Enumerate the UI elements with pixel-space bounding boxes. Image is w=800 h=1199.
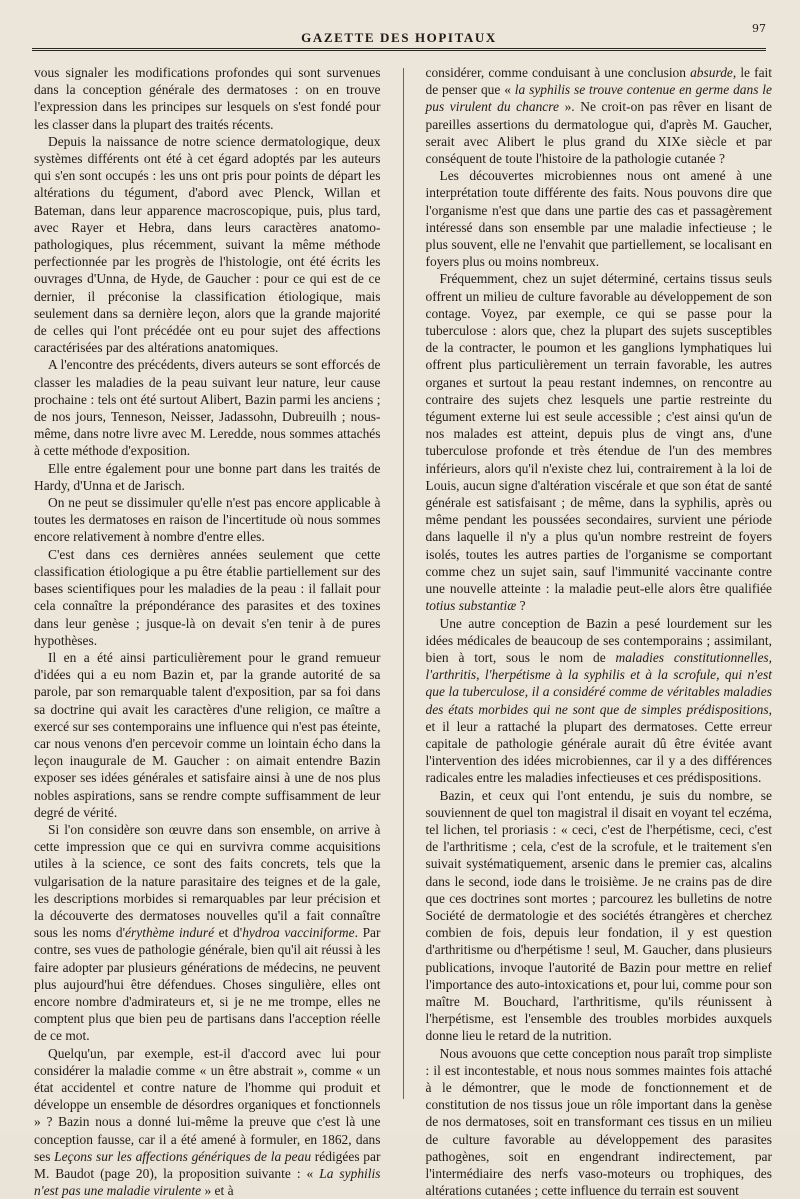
paragraph — [426, 64, 773, 167]
text-run: » et à — [201, 1183, 234, 1199]
italic-term: totius substantiæ — [425, 598, 517, 614]
italic-term: maladies constitutionnelles, l'arthritis, l'herpétisme à la syphilis et à la scrofule, qui n'est que la tuberculose, il a considéré comme de véritables maladies des états morbides qui ne sont que de simples prédispositions — [425, 649, 772, 717]
paragraph — [426, 270, 773, 614]
text-run: ? — [516, 598, 526, 614]
journal-title: GAZETTE DES HOPITAUX — [301, 30, 497, 45]
italic-quote: La syphilis n'est pas une maladie virulente — [34, 1166, 381, 1199]
header-rule — [32, 48, 766, 51]
page-number: 97 — [752, 22, 766, 35]
text-run: ». Ne croit-on pas rêver en lisant de pareilles assertions du dermatologue qui, d'après M. Gaucher, serait avec Alibert le plus grand du XIXe siècle et par conséquent de toute l'histoire de la pathologie cutanée ? — [425, 99, 772, 167]
paragraph — [34, 1045, 381, 1199]
paragraph — [426, 615, 773, 787]
italic-term: érythème induré — [125, 925, 215, 941]
right-column — [425, 64, 773, 1199]
text-run: considérer, comme conduisant à une conclusion — [425, 65, 691, 80]
italic-title: Leçons sur les affections génériques de la peau — [54, 1148, 312, 1164]
text-run: Quelqu'un, par exemple, est-il d'accord avec lui pour considérer la maladie comme « un être abstrait », comme « un état accidentel et contre nature de l'homme qui produit et développe un ensemble de désordres organiques et fonctionnels » ? Bazin nous a donné lui-même la preuve que c'est là une conception fausse, car il a été amené à formuler, en 1862, dans ses — [34, 1045, 381, 1164]
paragraph: Bazin, et ceux qui l'ont entendu, je suis du nombre, se souviennent de quel ton magistral il disait en voyant tel eczéma, tel lichen, tel proriasis : « ceci, c'est de l'herpétisme, ceci, c'est de l'arthritisme ; cela, c'est de la scrofule, et le traitement s'en suivait systématiquement, arsenic dans le premier cas, alcalins dans le second, iode dans le troisième. Je ne crains pas de dire que ces doctrines sont mortes ; parcourez les bulletins de notre Société de dermatologie et des sociétés étrangères et cherchez combien de fois, depuis leur fondation, il y est question d'arthritisme ou d'herpétisme ! seul, M. Gaucher, dans plusieurs publications, invoque l'autorité de Bazin pour mettre en relief l'importance des auto-intoxications et, pour lui, comme pour son maître M. Bouchard, l'arthritisme, qu'ils réunissent à l'herpétisme, est l'ensemble des troubles morbides auxquels donne lieu le retard de la nutrition. — [425, 787, 772, 1044]
paragraph — [34, 821, 381, 1045]
paragraph: Depuis la naissance de notre science dermatologique, deux systèmes différents ont été à cet égard adoptés par les auteurs qui s'en sont occupés : les uns ont pris pour points de départ les altérations du tégument, d'abord avec Plenck, Willan et Bateman, dans leur apparence macroscopique, puis, plus tard, avec Rayer et Hebra, dans leurs caractères anatomo-pathologiques, plus récemment, suivant la même méthode perfectionnée par les progrès de l'histologie, ont été écrits les ouvrages d'Unna, de Hyde, de Gaucher : pour ce qui est de ce dernier, il préconise la classification étiologique, mais seulement dans sa dernière leçon, alors que la grande majorité de celles qui l'ont précédée ont eu pour sujet des affections caractérisées par des altérations anatomiques. — [34, 133, 381, 356]
text-run: rédigées par M. Baudot (page 20), la proposition suivante : « — [34, 1148, 381, 1181]
paragraph: Nous avouons que cette conception nous paraît trop simpliste : il est incontestable, et nous nous sommes maintes fois attaché à le démontrer, que le mode de fonctionnement et de constitution de nos tissus joue un rôle important dans la genèse de nos dermatoses, soit en transformant ces tissus en un milieu de culture favorable au développement des parasites pathogènes, soit en engendrant indirectement, par l'intermédiaire des nerfs vaso-moteurs ou trophiques, des altérations cutanées ; cette influence du terrain est souvent — [425, 1045, 772, 1199]
paragraph: On ne peut se dissimuler qu'elle n'est pas encore applicable à toutes les dermatoses en raison de l'incertitude où nous sommes encore relativement à nombre d'entre elles. — [34, 495, 381, 545]
text-run: Fréquemment, chez un sujet déterminé, certains tissus seuls offrent un milieu de culture favorable au développement de son contage. Voyez, par exemple, ce qui se passe pour la tuberculose : alors que, chez la plupart des sujets susceptibles de la contracter, le poumon et les ganglions lymphatiques lui offrent plus particulièrement un terrain favorable, les autres organes et surtout la peau restant indemnes, on rencontre au contraire des sujets chez lesquels une partie restreinte du tégument externe lui est seule accessible ; c'est ainsi qu'un de nos malades est atteint, depuis plus de vingt ans, d'une tuberculose profonde et très étendue de l'un des membres inférieurs, alors qu'il n'existe chez lui, contrairement à la loi de Louis, aucun signe d'altération viscérale et que son état de santé générale est satisfaisant ; de même, dans la syphilis, après ou même pendant les poussées secondaires, survient une période dans laquelle il n'y a plus qu'un nombre restreint de foyers isolés, toutes les autres parties de l'organisme se comportant comme chez un sujet sain, sauf l'immunité vaccinante contre une nouvelle atteinte : la maladie peut-elle alors être qualifiée — [425, 271, 772, 597]
italic-quote: la syphilis se trouve contenue en germe dans le pus virulent du chancre — [425, 82, 773, 115]
left-column — [34, 64, 381, 1199]
page-header — [32, 18, 766, 52]
paragraph: Il en a été ainsi particulièrement pour le grand remueur d'idées qui a eu nom Bazin et, par la grande autorité de sa parole, par son remarquable talent d'exposition, par sa foi dans sa doctrine qui avait les caractères d'une religion, ce maître a exercé sur ses contemporains une influence qui n'est pas éteinte, car nous venons d'en percevoir comme un lointain écho dans la leçon inaugurale de M. Gaucher : on aimait entendre Bazin exposer ses idées générales et satisfaire ainsi à une de nos plus nobles aspirations, sans se rendre compte suffisamment de leur degré de vérité. — [34, 649, 381, 820]
text-run: Si l'on considère son œuvre dans son ensemble, on arrive à cette impression que ce qui en survivra comme acquisitions utiles à la science, ce sont des faits concrets, tels que la vulgarisation de la nature parasitaire des teignes et de la gale, les descriptions morbides si remarquables par leur précision et la découverte des dermatoses nouvelles qu'il a fait connaître sous les noms d' — [34, 821, 381, 941]
text-run: et d' — [214, 925, 243, 941]
paragraph: Les découvertes microbiennes nous ont amené à une interprétation toute différente des faits. Nous pouvons dire que l'organisme n'est que dans une partie des cas et passagèrement intéressé dans son ensemble par une maladie infectieuse ; le plus souvent, elle ne l'envahit que partiellement, se localisant en foyers plus ou moins nombreux. — [425, 168, 772, 270]
paragraph: Elle entre également pour une bonne part dans les traités de Hardy, d'Unna et de Jarisch. — [34, 460, 381, 493]
paragraph: C'est dans ces dernières années seulement que cette classification étiologique a pu être établie partiellement sur des bases scientifiques pour les maladies de la peau : il fallait pour cela connaître la prépondérance des parasites et des toxines dans leur genèse ; jusque-là on devait s'en tenir à de pures hypothèses. — [34, 546, 381, 648]
column-divider — [403, 68, 404, 1099]
text-run: , et il leur a rattaché la plupart des dermatoses. Cette erreur capitale de pathologie générale aurait dû être évitée avant l'intervention des idées microbiennes, car il y a des différences radicales entre les maladies infectieuses et ces prédispositions. — [425, 701, 772, 786]
paragraph: A l'encontre des précédents, divers auteurs se sont efforcés de classer les maladies de la peau suivant leur nature, leur cause prochaine : tels ont été surtout Alibert, Bazin parmi les anciens ; de nos jours, Tenneson, Neisser, Jadassohn, Dubreuilh ; nous-même, dans notre livre avec M. Leredde, nous sommes attachés à cette méthode d'exposition. — [34, 357, 381, 459]
text-run: . Par contre, ses vues de pathologie générale, bien qu'il ait réussi à les faire adopter par plusieurs générations de médecins, ne peuvent plus aujourd'hui être défendues. Choses singulière, elles ont encore nombre d'admirateurs et, si je ne me trompe, elles ne comptent plus que bien peu de partisans dans l'acception réelle de ce mot. — [34, 925, 381, 1044]
article-columns — [34, 64, 773, 1199]
text-run: , le fait de penser que « — [425, 65, 772, 98]
text-run: Une autre conception de Bazin a pesé lourdement sur les idées médicales de beaucoup de ses contemporains ; assimilant, bien à tort, sous le nom de — [425, 615, 772, 665]
paragraph: vous signaler les modifications profondes qui sont survenues dans la conception générale des dermatoses : on en trouve l'expression dans les principes sur lesquels on s'est fondé pour les classer dans la plupart des traités récents. — [34, 65, 381, 132]
italic-term: absurde — [690, 65, 733, 80]
italic-term: hydroa vacciniforme — [242, 925, 355, 941]
